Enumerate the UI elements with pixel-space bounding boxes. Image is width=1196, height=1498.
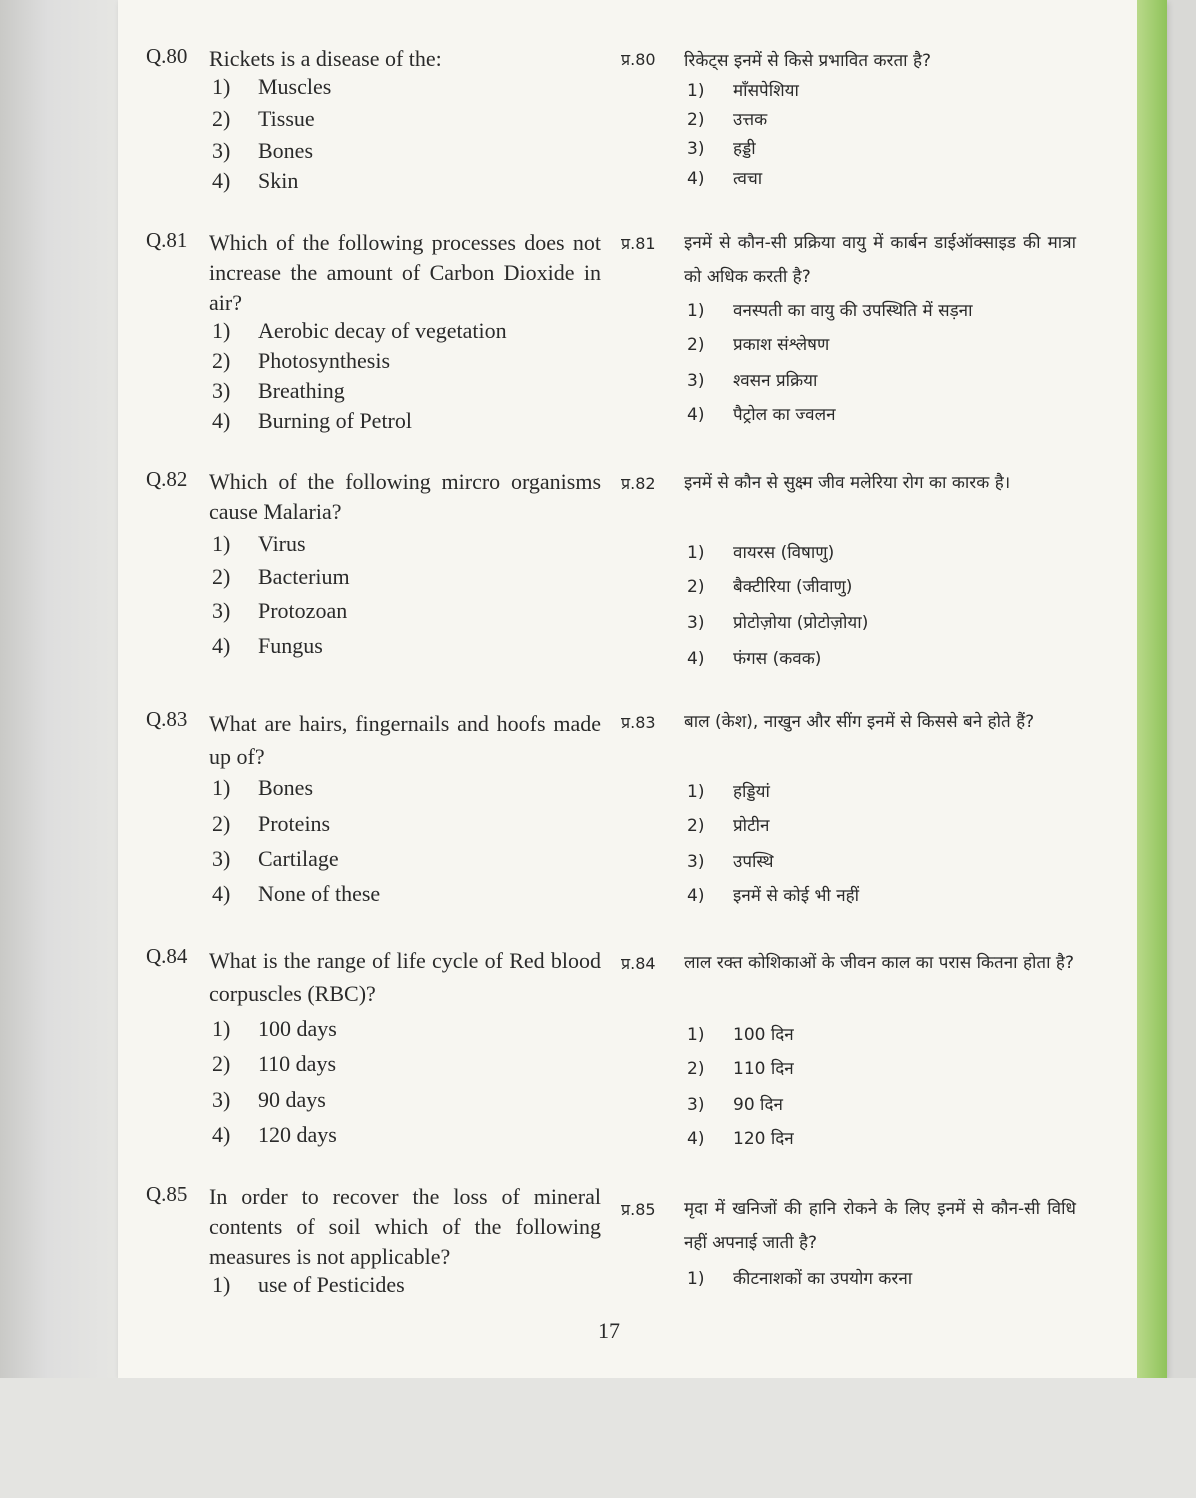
- option: 1) माँसपेशिया: [687, 81, 799, 101]
- option: 1) use of Pesticides: [212, 1272, 405, 1297]
- question-number: प्र.84: [621, 954, 656, 973]
- question-text: Which of the following mircro organisms cause Malaria?: [209, 469, 601, 524]
- option: 2) उत्तक: [687, 110, 768, 130]
- option: 1) Aerobic decay of vegetation: [212, 318, 507, 343]
- option: 2) Tissue: [212, 106, 315, 131]
- question-number: Q.80: [146, 44, 188, 68]
- option: 4) Skin: [212, 168, 299, 193]
- page-left-margin: [0, 0, 120, 1498]
- question-number: प्र.81: [621, 234, 656, 253]
- question-number: प्र.85: [621, 1200, 656, 1219]
- option: 4) Burning of Petrol: [212, 408, 412, 433]
- question-number: Q.83: [146, 707, 188, 731]
- option: 3) हड्डी: [687, 139, 756, 159]
- question-number: प्र.82: [621, 474, 656, 493]
- option: 4) फंगस (कवक): [687, 649, 822, 669]
- option: 3) उपस्थि: [687, 852, 774, 872]
- option: 3) Bones: [212, 138, 313, 163]
- option: 1) 100 days: [212, 1016, 337, 1041]
- option: 2) प्रोटीन: [687, 816, 770, 836]
- option: 1) वायरस (विषाणु): [687, 543, 835, 563]
- option: 4) 120 दिन: [687, 1129, 794, 1149]
- question-text: In order to recover the loss of mineral contents of soil which of the following measures is not applicable?: [209, 1184, 601, 1269]
- option: 1) हड्डियां: [687, 782, 770, 802]
- option: 4) 120 days: [212, 1122, 337, 1147]
- question-text: Rickets is a disease of the:: [209, 46, 442, 71]
- question-number: प्र.83: [621, 713, 656, 732]
- option: 1) Bones: [212, 775, 313, 800]
- option: 4) त्वचा: [687, 169, 763, 189]
- option: 2) Bacterium: [212, 564, 350, 589]
- question-number: Q.84: [146, 944, 188, 968]
- option: 1) कीटनाशकों का उपयोग करना: [687, 1269, 913, 1289]
- question-text: रिकेट्स इनमें से किसे प्रभावित करता है?: [684, 51, 932, 71]
- option: 1) वनस्पती का वायु की उपस्थिति में सड़ना: [687, 301, 973, 321]
- option: 1) Virus: [212, 531, 306, 556]
- question-text: बाल (केश), नाखुन और सींग इनमें से किससे बने होते हैं?: [684, 712, 1035, 732]
- option: 1) 100 दिन: [687, 1025, 794, 1045]
- question-number: प्र.80: [621, 50, 656, 69]
- question-text: लाल रक्त कोशिकाओं के जीवन काल का परास कितना होता है?: [684, 953, 1074, 973]
- option: 2) 110 days: [212, 1051, 337, 1076]
- question-text: मृदा में खनिजों की हानि रोकने के लिए इनमें से कौन-सी विधि नहीं अपनाई जाती है?: [684, 1199, 1076, 1253]
- option: 2) Photosynthesis: [212, 348, 391, 373]
- background-surface: [0, 1378, 1196, 1498]
- option: 2) 110 दिन: [687, 1059, 794, 1079]
- option: 3) 90 days: [212, 1087, 326, 1112]
- question-text: Which of the following processes does not increase the amount of Carbon Dioxide in air?: [209, 230, 601, 315]
- question-number: Q.81: [146, 228, 188, 252]
- question-text: इनमें से कौन से सुक्ष्म जीव मलेरिया रोग का कारक है।: [684, 473, 1011, 493]
- question-text: इनमें से कौन-सी प्रक्रिया वायु में कार्बन डाईऑक्साइड की मात्रा को अधिक करती है?: [684, 233, 1076, 287]
- option: 1) Muscles: [212, 74, 332, 99]
- option: 3) प्रोटोज़ोया (प्रोटोज़ोया): [687, 613, 869, 633]
- option: 3) श्वसन प्रक्रिया: [687, 371, 818, 391]
- option: 2) प्रकाश संश्लेषण: [687, 335, 830, 355]
- question-number: Q.82: [146, 467, 188, 491]
- option: 3) Protozoan: [212, 598, 348, 623]
- question-number: Q.85: [146, 1182, 188, 1206]
- page-edge-strip: [1137, 0, 1167, 1378]
- option: 4) None of these: [212, 881, 381, 906]
- page-number: 17: [598, 1318, 620, 1343]
- option: 3) 90 दिन: [687, 1095, 783, 1115]
- question-text: What are hairs, fingernails and hoofs made up of?: [209, 711, 601, 769]
- option: 3) Cartilage: [212, 846, 339, 871]
- option: 3) Breathing: [212, 378, 345, 403]
- document-page: [118, 0, 1166, 1378]
- option: 4) Fungus: [212, 633, 323, 658]
- question-text: What is the range of life cycle of Red blood corpuscles (RBC)?: [209, 948, 601, 1006]
- option: 4) इनमें से कोई भी नहीं: [687, 886, 860, 906]
- option: 2) Proteins: [212, 811, 331, 836]
- option: 2) बैक्टीरिया (जीवाणु): [687, 577, 853, 597]
- option: 4) पैट्रोल का ज्वलन: [687, 405, 836, 425]
